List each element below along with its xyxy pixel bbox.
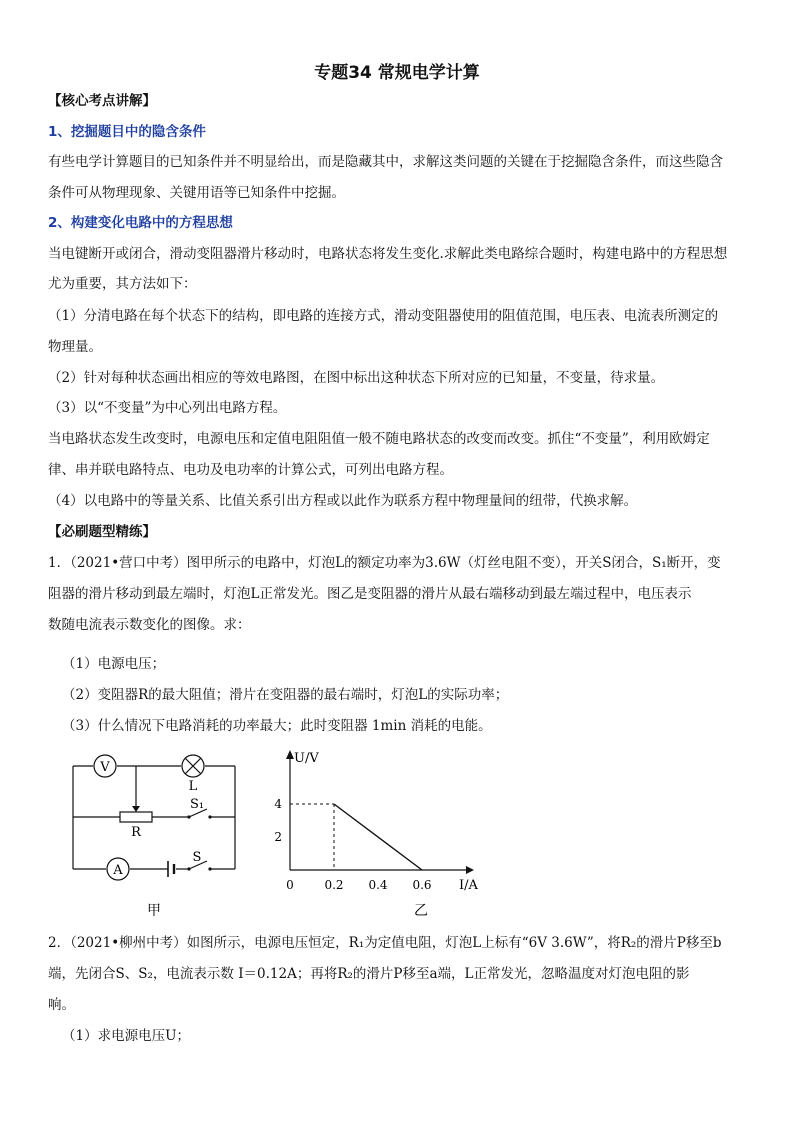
section-heading-core: 【核心考点讲解】 (48, 93, 156, 109)
ammeter-label: A (113, 863, 123, 878)
question-2-sub: （1）求电源电压U； (62, 1028, 190, 1044)
switch-s1-label: S₁ (189, 797, 205, 812)
question-2-line: 2．（2021•柳州中考）如图所示，电源电压恒定，R₁为定值电阻，灯泡L上标有“6V 3.6W”，将R₂的滑片P移至b (48, 935, 722, 951)
heading-hidden-conditions: 1、挖掘题目中的隐含条件 (48, 124, 206, 140)
paragraph-line: 条件可从物理现象、关键用语等已知条件中挖掘。 (48, 185, 345, 201)
x-tick-label: 0.6 (412, 878, 432, 892)
y-axis-arrow (286, 750, 294, 759)
step-line: （1）分清电路在每个状态下的结构，即电路的连接方式，滑动变阻器使用的阻值范围，电压表、电流表所测定的 (48, 308, 719, 324)
x-tick-label: 0 (286, 878, 294, 892)
graph-yi (268, 745, 488, 925)
paragraph-line: 律、串并联电路特点、电功及电功率的计算公式，可列出电路方程。 (48, 462, 453, 478)
paragraph-line: 当电路状态发生改变时，电源电压和定值电阻阻值一般不随电路状态的改变而改变。抓住“不变量”，利用欧姆定 (48, 431, 710, 447)
step-line: （2）针对每种状态画出相应的等效电路图，在图中标出这种状态下所对应的已知量，不变量，待求量。 (48, 370, 665, 386)
question-1-line: 数随电流表示数变化的图像。求： (48, 617, 251, 633)
question-1-sub: （2）变阻器R的最大阻值；滑片在变阻器的最右端时，灯泡L的实际功率； (62, 687, 509, 703)
page-title: 专题34 常规电学计算 (314, 63, 480, 83)
series-line (334, 804, 422, 870)
step-line: （3）以“不变量”为中心列出电路方程。 (48, 400, 287, 416)
step-line: 物理量。 (48, 339, 102, 355)
paragraph-line: 尤为重要，其方法如下： (48, 276, 197, 292)
voltmeter-label: V (100, 760, 110, 775)
y-tick-label: 4 (274, 797, 282, 811)
x-axis-label: I/A (459, 878, 478, 893)
switch-s-label: S (192, 850, 202, 865)
question-2-line: 端，先闭合S、S₂，电流表示数 I＝0.12A；再将R₂的滑片P移至a端，L正常发光，忽略温度对灯泡电阻的影 (48, 966, 690, 982)
rheostat-label: R (131, 825, 141, 840)
paragraph-line: 当电键断开或闭合，滑动变阻器滑片移动时，电路状态将发生变化.求解此类电路综合题时，构建电路中的方程思想 (48, 246, 728, 262)
x-tick-label: 0.2 (324, 878, 344, 892)
question-1-line: 1．（2021•营口中考）图甲所示的电路中，灯泡L的额定功率为3.6W（灯丝电阻不变），开关S闭合，S₁断开，变 (48, 555, 721, 571)
question-1-sub: （3）什么情况下电路消耗的功率最大；此时变阻器 1min 消耗的电能。 (62, 718, 492, 734)
figure-caption-jia: 甲 (147, 903, 161, 919)
question-1-line: 阻器的滑片移动到最左端时，灯泡L正常发光。图乙是变阻器的滑片从最右端移动到最左端过程中，电压表示 (48, 586, 692, 602)
paragraph-line: 有些电学计算题目的已知条件并不明显给出，而是隐藏其中，求解这类问题的关键在于挖掘隐含条件，而这些隐含 (48, 154, 723, 170)
heading-equation-thinking: 2、构建变化电路中的方程思想 (48, 215, 233, 231)
step-line: （4）以电路中的等量关系、比值关系引出方程或以此作为联系方程中物理量间的纽带，代换求解。 (48, 493, 638, 509)
lamp-label: L (188, 779, 198, 794)
x-axis-arrow (466, 866, 474, 874)
section-heading-practice: 【必刷题型精练】 (48, 524, 156, 540)
circuit-diagram-jia (60, 745, 260, 925)
figure-caption-yi: 乙 (414, 903, 428, 919)
y-tick-label: 2 (274, 830, 282, 844)
x-tick-label: 0.4 (368, 878, 388, 892)
question-2-line: 响。 (48, 997, 75, 1013)
y-axis-label: U/V (294, 751, 319, 766)
question-1-sub: （1）电源电压； (62, 656, 166, 672)
